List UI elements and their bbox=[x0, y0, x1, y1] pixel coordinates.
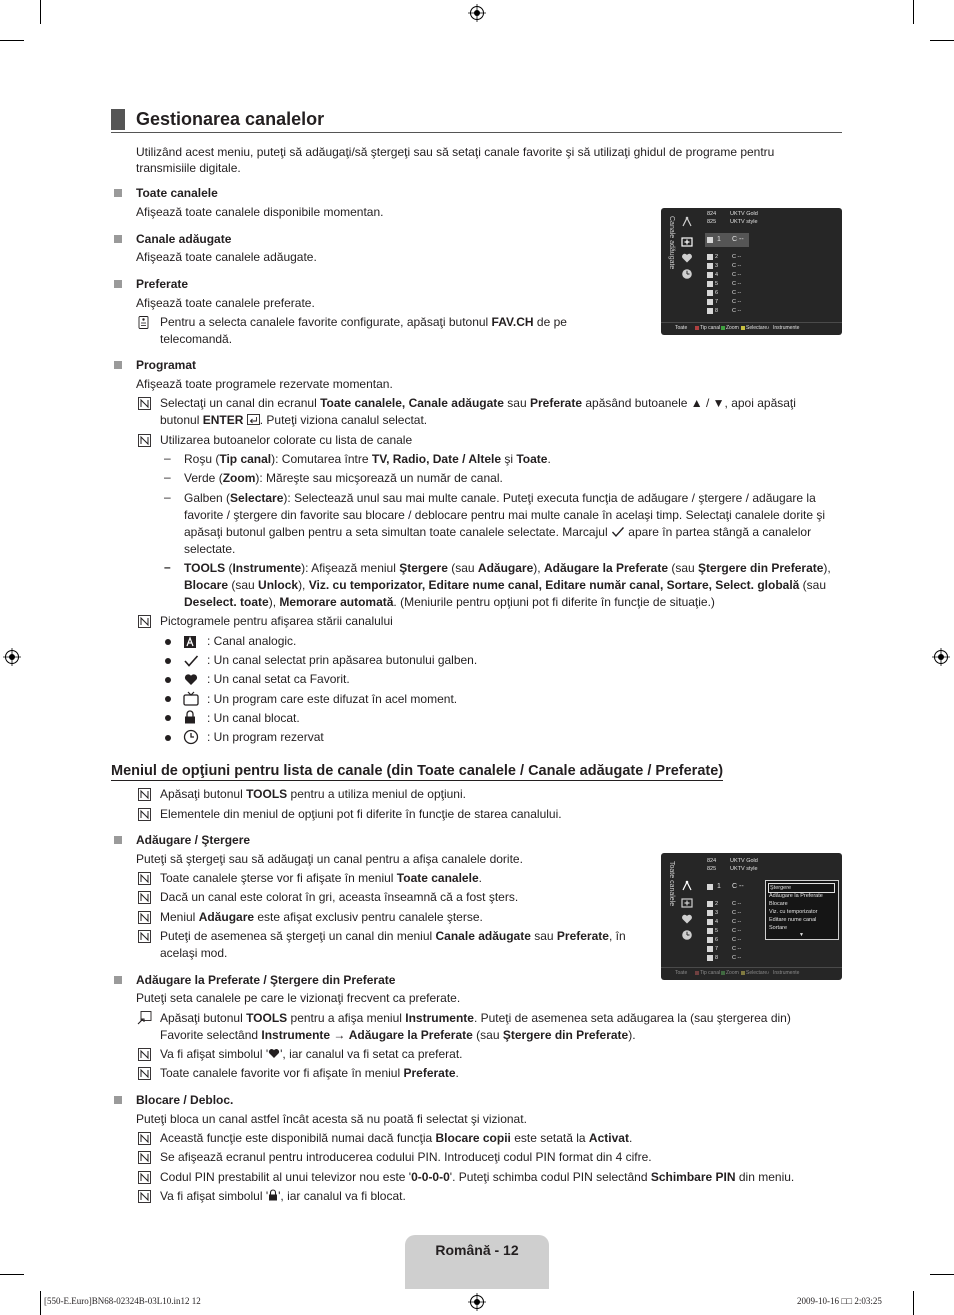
analog-channel-icon bbox=[184, 636, 196, 648]
lock-note2: Se afişează ecranul pentru introducerea codului PIN. Introduceţi codul PIN format din 4 cifre. bbox=[160, 1150, 652, 1164]
square-bullet-icon bbox=[114, 836, 122, 844]
favorites-desc: Puteţi seta canalele pe care le vizionaţi frecvent ca preferate. bbox=[136, 991, 461, 1005]
note-icon bbox=[138, 397, 151, 410]
analog-badge-icon bbox=[707, 299, 713, 305]
square-bullet-icon bbox=[114, 189, 122, 197]
tv-row-name: C -- bbox=[732, 290, 742, 296]
add-delete-note2: Dacă un canal este colorat în gri, aceasta înseamnă că a fost şters. bbox=[160, 890, 519, 904]
analog-badge-icon bbox=[707, 901, 713, 907]
dash-bullet: – bbox=[164, 490, 171, 504]
added-channel-icon bbox=[681, 897, 693, 909]
tv-bottom-label: Selectare bbox=[746, 970, 768, 976]
tv-row-num: 6 bbox=[715, 290, 719, 296]
analog-badge-icon bbox=[707, 281, 713, 287]
favorites-title: Adăugare la Preferate / Ştergere din Preferate bbox=[136, 973, 396, 987]
dash-item-green: Verde (Zoom): Măreşte sau micşorează un număr de canal. bbox=[184, 471, 503, 485]
section-options-title: Meniul de opţiuni pentru lista de canale (din Toate canalele / Canale adăugate / Preferate) bbox=[111, 763, 724, 779]
tools-options-menu bbox=[765, 880, 839, 940]
analog-badge-icon bbox=[707, 937, 713, 943]
note-icon bbox=[138, 1190, 151, 1203]
dash-item-yellow-line3: apăsaţi butonul galben pentru a seta simultan toate canalele selectate. Marcajul apare în partea stângă a canalelor bbox=[184, 525, 812, 539]
tv-bottom-label: Zoom bbox=[726, 325, 739, 331]
scheduled-clock-icon bbox=[681, 268, 693, 280]
round-bullet bbox=[165, 639, 171, 645]
favorites-note1: Va fi afişat simbolul ' ', iar canalul va fi setat ca preferat. bbox=[160, 1047, 463, 1061]
tv-row-name: C -- bbox=[732, 955, 742, 961]
status-broadcast-desc: : Un program care este difuzat în acel moment. bbox=[207, 692, 458, 706]
lock-icon bbox=[268, 1189, 278, 1201]
tv-top-num: 824 bbox=[707, 211, 717, 217]
favorite-heart-icon bbox=[681, 913, 693, 925]
preferate-note-line2: telecomandă. bbox=[160, 332, 233, 346]
tv-row-num: 8 bbox=[715, 955, 719, 961]
tv-row-name: C -- bbox=[732, 919, 742, 925]
tv-row-name: C -- bbox=[732, 272, 742, 278]
tv-row-num: 3 bbox=[715, 263, 719, 269]
yellow-button-icon bbox=[741, 971, 745, 975]
note-icon bbox=[138, 872, 151, 885]
menu-item[interactable]: Viz. cu temporizator bbox=[769, 909, 818, 915]
page-title-bar bbox=[111, 108, 842, 133]
add-delete-note1: Toate canalele şterse vor fi afişate în meniul Toate canalele. bbox=[160, 871, 482, 885]
add-delete-desc: Puteţi să ştergeţi sau să adăugaţi un canal pentru a afişa canalele dorite. bbox=[136, 852, 523, 866]
tv-row-num: 2 bbox=[715, 254, 719, 260]
dash-item-tools-line2: Blocare (sau Unlock), Viz. cu temporizator, Editare nume canal, Editare număr canal, Sortare, Select. globală (sau bbox=[184, 578, 827, 592]
menu-item[interactable]: Editare nume canal bbox=[769, 917, 817, 923]
tv-bottom-bar bbox=[661, 322, 842, 334]
tv-row-num: 4 bbox=[715, 272, 719, 278]
analog-badge-icon bbox=[707, 928, 713, 934]
tv-top-name: UKTV style bbox=[730, 219, 758, 225]
item-toate-desc: Afişează toate canalele disponibile momentan. bbox=[136, 205, 384, 219]
analog-badge-icon bbox=[707, 308, 713, 314]
tv-row-name: C -- bbox=[732, 299, 742, 305]
tv-row-num: 8 bbox=[715, 308, 719, 314]
square-bullet-icon bbox=[114, 235, 122, 243]
favorite-heart-icon bbox=[681, 252, 693, 264]
square-bullet-icon bbox=[114, 280, 122, 288]
tv-bottom-label: Tip canal bbox=[700, 325, 721, 331]
title-block-marker bbox=[111, 109, 125, 130]
tv-row-num: 1 bbox=[717, 236, 721, 243]
tv-row-num: 1 bbox=[717, 883, 721, 890]
dash-item-yellow-line1: Galben (Selectare): Selectează unul sau mai multe canale. Puteţi executa funcţia de adăugare / ştergere / adăugare la bbox=[184, 491, 816, 505]
tv-row-name: C -- bbox=[732, 254, 742, 260]
item-adaugate-desc: Afişează toate canalele adăugate. bbox=[136, 250, 317, 264]
lock-note1: Această funcţie este disponibilă numai dacă funcţia Blocare copii este setată la Activat. bbox=[160, 1131, 633, 1145]
round-bullet bbox=[165, 715, 171, 721]
tv-row-name: C -- bbox=[732, 308, 742, 314]
red-button-icon bbox=[695, 326, 699, 330]
tools-icon: ♪ bbox=[767, 970, 770, 976]
tv-broadcast-icon bbox=[183, 691, 199, 706]
round-bullet bbox=[165, 658, 171, 664]
analog-badge-icon bbox=[707, 884, 713, 890]
item-programat-title: Programat bbox=[136, 358, 197, 372]
tv-row-name: C -- bbox=[732, 910, 742, 916]
add-delete-note4-line2: acelaşi mod. bbox=[160, 946, 228, 960]
favorite-heart-icon bbox=[184, 673, 198, 686]
favorites-note2: Toate canalele favorite vor fi afişate în meniul Preferate. bbox=[160, 1066, 459, 1080]
tv-row-num: 3 bbox=[715, 910, 719, 916]
preferate-note-line1: Pentru a selecta canalele favorite configurate, apăsaţi butonul FAV.CH de pe bbox=[160, 315, 567, 329]
tv-row-name: C -- bbox=[732, 901, 742, 907]
menu-item[interactable]: Adăugare la Preferate bbox=[769, 893, 823, 899]
tv-row-num: 5 bbox=[715, 928, 719, 934]
analog-badge-icon bbox=[707, 290, 713, 296]
round-bullet bbox=[165, 677, 171, 683]
scroll-down-icon[interactable]: ▼ bbox=[799, 932, 804, 938]
add-delete-title: Adăugare / Ştergere bbox=[136, 833, 251, 847]
note-icon bbox=[138, 434, 151, 447]
dash-item-tools-line3: Deselect. toate), Memorare automată. (Meniurile pentru opţiuni pot fi diferite în funcţie de situaţie.) bbox=[184, 595, 715, 609]
lock-note4: Va fi afişat simbolul ' ', iar canalul va fi blocat. bbox=[160, 1189, 406, 1203]
menu-item[interactable]: Blocare bbox=[769, 901, 788, 907]
dash-bullet: – bbox=[164, 451, 171, 465]
tv-screen-canale-adaugate bbox=[661, 208, 842, 335]
dash-bullet: – bbox=[164, 560, 171, 574]
dash-item-yellow-line4: selectate. bbox=[184, 542, 236, 556]
intro-text-line1: Utilizând acest meniu, puteţi să adăugaţi/să ştergeţi sau să setaţi canale favorite şi să utilizaţi ghidul de programe pentru bbox=[136, 145, 775, 159]
tools-note-icon bbox=[137, 1011, 152, 1025]
tv-row-num: 6 bbox=[715, 937, 719, 943]
dash-bullet: – bbox=[164, 470, 171, 484]
programat-note1-line2: butonul ENTER . Puteţi viziona canalul selectat. bbox=[160, 413, 428, 427]
intro-text-line2: transmisiile digitale. bbox=[136, 161, 241, 175]
antenna-icon bbox=[681, 880, 693, 892]
lock-note3: Codul PIN prestabilit al unui televizor nou este '0-0-0-0'. Puteţi schimba codul PIN selectând Schimbare PIN din meniu. bbox=[160, 1170, 795, 1184]
yellow-button-icon bbox=[741, 326, 745, 330]
note-icon bbox=[138, 1048, 151, 1061]
tv-bottom-label: Toate bbox=[675, 325, 688, 331]
item-preferate-desc: Afişează toate canalele preferate. bbox=[136, 296, 315, 310]
tv-bottom-label: Selectare bbox=[746, 325, 768, 331]
tv-bottom-label: Toate bbox=[675, 970, 688, 976]
tv-bottom-label: Zoom bbox=[726, 970, 739, 976]
clock-icon bbox=[183, 729, 199, 745]
scheduled-clock-icon bbox=[681, 929, 693, 941]
lock-title: Blocare / Debloc. bbox=[136, 1093, 234, 1107]
note-icon bbox=[138, 788, 151, 801]
programat-note2: Utilizarea butoanelor colorate cu lista de canale bbox=[160, 433, 413, 447]
tv-top-name: UKTV Gold bbox=[730, 858, 758, 864]
analog-badge-icon bbox=[707, 919, 713, 925]
add-delete-note4-line1: Puteţi de asemenea să ştergeţi un canal din meniul Canale adăugate sau Preferate, în bbox=[160, 929, 626, 943]
status-selected-desc: : Un canal selectat prin apăsarea butonului galben. bbox=[207, 653, 478, 667]
added-channel-icon bbox=[681, 236, 693, 248]
analog-badge-icon bbox=[707, 254, 713, 260]
note-icon bbox=[138, 911, 151, 924]
dash-item-red: Roşu (Tip canal): Comutarea între TV, Radio, Date / Altele şi Toate. bbox=[184, 452, 551, 466]
red-button-icon bbox=[695, 971, 699, 975]
note-icon bbox=[138, 1171, 151, 1184]
registration-mark-icon bbox=[3, 648, 21, 666]
analog-badge-icon bbox=[707, 946, 713, 952]
note-icon bbox=[138, 615, 151, 628]
remote-note-icon bbox=[138, 316, 151, 329]
tv-row-name: C -- bbox=[732, 928, 742, 934]
enter-icon bbox=[247, 414, 260, 425]
analog-badge-icon bbox=[707, 910, 713, 916]
lock-desc: Puteţi bloca un canal astfel încât acesta să nu poată fi selectat şi vizionat. bbox=[136, 1112, 527, 1126]
square-bullet-icon bbox=[114, 976, 122, 984]
favorite-heart-icon bbox=[268, 1048, 280, 1059]
analog-badge-icon bbox=[707, 237, 713, 243]
tv-row-name: C -- bbox=[732, 281, 742, 287]
dash-item-tools-line1: TOOLS (Instrumente): Afişează meniul Ştergere (sau Adăugare), Adăugare la Preferate (sau Ştergere din Preferate), bbox=[184, 561, 831, 575]
favorites-tools-line1: Apăsaţi butonul TOOLS pentru a afişa meniul Instrumente. Puteţi de asemenea seta adăugarea la (sau ştergerea din) bbox=[160, 1011, 791, 1025]
note-icon bbox=[138, 808, 151, 821]
programat-note1-line1: Selectaţi un canal din ecranul Toate canalele, Canale adăugate sau Preferate apăsând butoanele ▲ / ▼, apoi apăsaţi bbox=[160, 396, 796, 410]
analog-badge-icon bbox=[707, 955, 713, 961]
status-analog-desc: : Canal analogic. bbox=[207, 634, 297, 648]
green-button-icon bbox=[721, 326, 725, 330]
tv-bottom-bar bbox=[661, 967, 842, 979]
tv-screen-label: Toate canalele bbox=[668, 861, 675, 907]
note-icon bbox=[138, 1151, 151, 1164]
tv-top-name: UKTV style bbox=[730, 866, 758, 872]
note-icon bbox=[138, 1132, 151, 1145]
menu-item[interactable]: Sortare bbox=[769, 925, 788, 931]
options-note1: Apăsaţi butonul TOOLS pentru a utiliza meniul de opţiuni. bbox=[160, 787, 466, 801]
tv-row-num: 7 bbox=[715, 299, 719, 305]
menu-item[interactable]: Ştergere bbox=[768, 883, 835, 893]
green-button-icon bbox=[721, 971, 725, 975]
registration-mark-icon bbox=[932, 648, 950, 666]
dash-item-yellow-line2: favorite / ştergere din favorite sau blocare / deblocare pentru mai multe canale în acelaşi timp. Selectaţi canalele dorite şi bbox=[184, 508, 826, 522]
item-toate-title: Toate canalele bbox=[136, 186, 218, 200]
tv-top-name: UKTV Gold bbox=[730, 211, 758, 217]
tv-row-num: 2 bbox=[715, 901, 719, 907]
square-bullet-icon bbox=[114, 361, 122, 369]
square-bullet-icon bbox=[114, 1096, 122, 1104]
tv-row-num: 4 bbox=[715, 919, 719, 925]
checkmark-icon bbox=[183, 654, 199, 668]
imprint-date: 2009-10-16 □□ 2:03:25 bbox=[797, 1296, 882, 1306]
round-bullet bbox=[165, 735, 171, 741]
tv-bottom-label: Instrumente bbox=[773, 325, 800, 331]
item-preferate-title: Preferate bbox=[136, 277, 189, 291]
analog-badge-icon bbox=[707, 263, 713, 269]
tv-screen-toate-canalele bbox=[661, 853, 842, 980]
lock-icon bbox=[184, 710, 196, 724]
note-icon bbox=[138, 1067, 151, 1080]
item-adaugate-title: Canale adăugate bbox=[136, 232, 232, 246]
imprint-file: [550-E.Euro]BN68-02324B-03L10.in12 12 bbox=[44, 1296, 201, 1306]
tv-bottom-label: Instrumente bbox=[773, 970, 800, 976]
add-delete-note3: Meniul Adăugare este afişat exclusiv pentru canalele şterse. bbox=[160, 910, 483, 924]
options-note2: Elementele din meniul de opţiuni pot fi diferite în funcţie de starea canalului. bbox=[160, 807, 562, 821]
favorites-tools-line2: Favorite selectând Instrumente → Adăugare la Preferate (sau Ştergere din Preferate). bbox=[160, 1028, 636, 1042]
tv-top-num: 825 bbox=[707, 866, 717, 872]
tv-top-num: 825 bbox=[707, 219, 717, 225]
item-programat-desc: Afişează toate programele rezervate momentan. bbox=[136, 377, 393, 391]
status-scheduled-desc: : Un program rezervat bbox=[207, 730, 324, 744]
antenna-icon bbox=[681, 216, 693, 228]
tv-row-name: C -- bbox=[732, 263, 742, 269]
tv-row-name: C -- bbox=[732, 236, 744, 243]
tv-row-name: C -- bbox=[732, 937, 742, 943]
status-icons-note: Pictogramele pentru afişarea stării canalului bbox=[160, 614, 393, 628]
registration-mark-icon bbox=[468, 4, 486, 22]
checkmark-icon bbox=[611, 526, 625, 538]
tv-screen-label: Canale adăugate bbox=[668, 216, 675, 270]
page-number-label: Română - 12 bbox=[435, 1242, 519, 1258]
tv-row-num: 5 bbox=[715, 281, 719, 287]
note-icon bbox=[138, 930, 151, 943]
registration-mark-icon bbox=[468, 1293, 486, 1311]
page-title: Gestionarea canalelor bbox=[136, 109, 325, 129]
tv-row-num: 7 bbox=[715, 946, 719, 952]
tools-icon: ♪ bbox=[767, 325, 770, 331]
note-icon bbox=[138, 891, 151, 904]
tv-row-name: C -- bbox=[732, 883, 744, 890]
tv-top-num: 824 bbox=[707, 858, 717, 864]
tv-bottom-label: Tip canal bbox=[700, 970, 721, 976]
status-locked-desc: : Un canal blocat. bbox=[207, 711, 300, 725]
status-favorite-desc: : Un canal setat ca Favorit. bbox=[207, 672, 350, 686]
page-number-tab bbox=[405, 1235, 549, 1289]
analog-badge-icon bbox=[707, 272, 713, 278]
round-bullet bbox=[165, 696, 171, 702]
tv-row-name: C -- bbox=[732, 946, 742, 952]
